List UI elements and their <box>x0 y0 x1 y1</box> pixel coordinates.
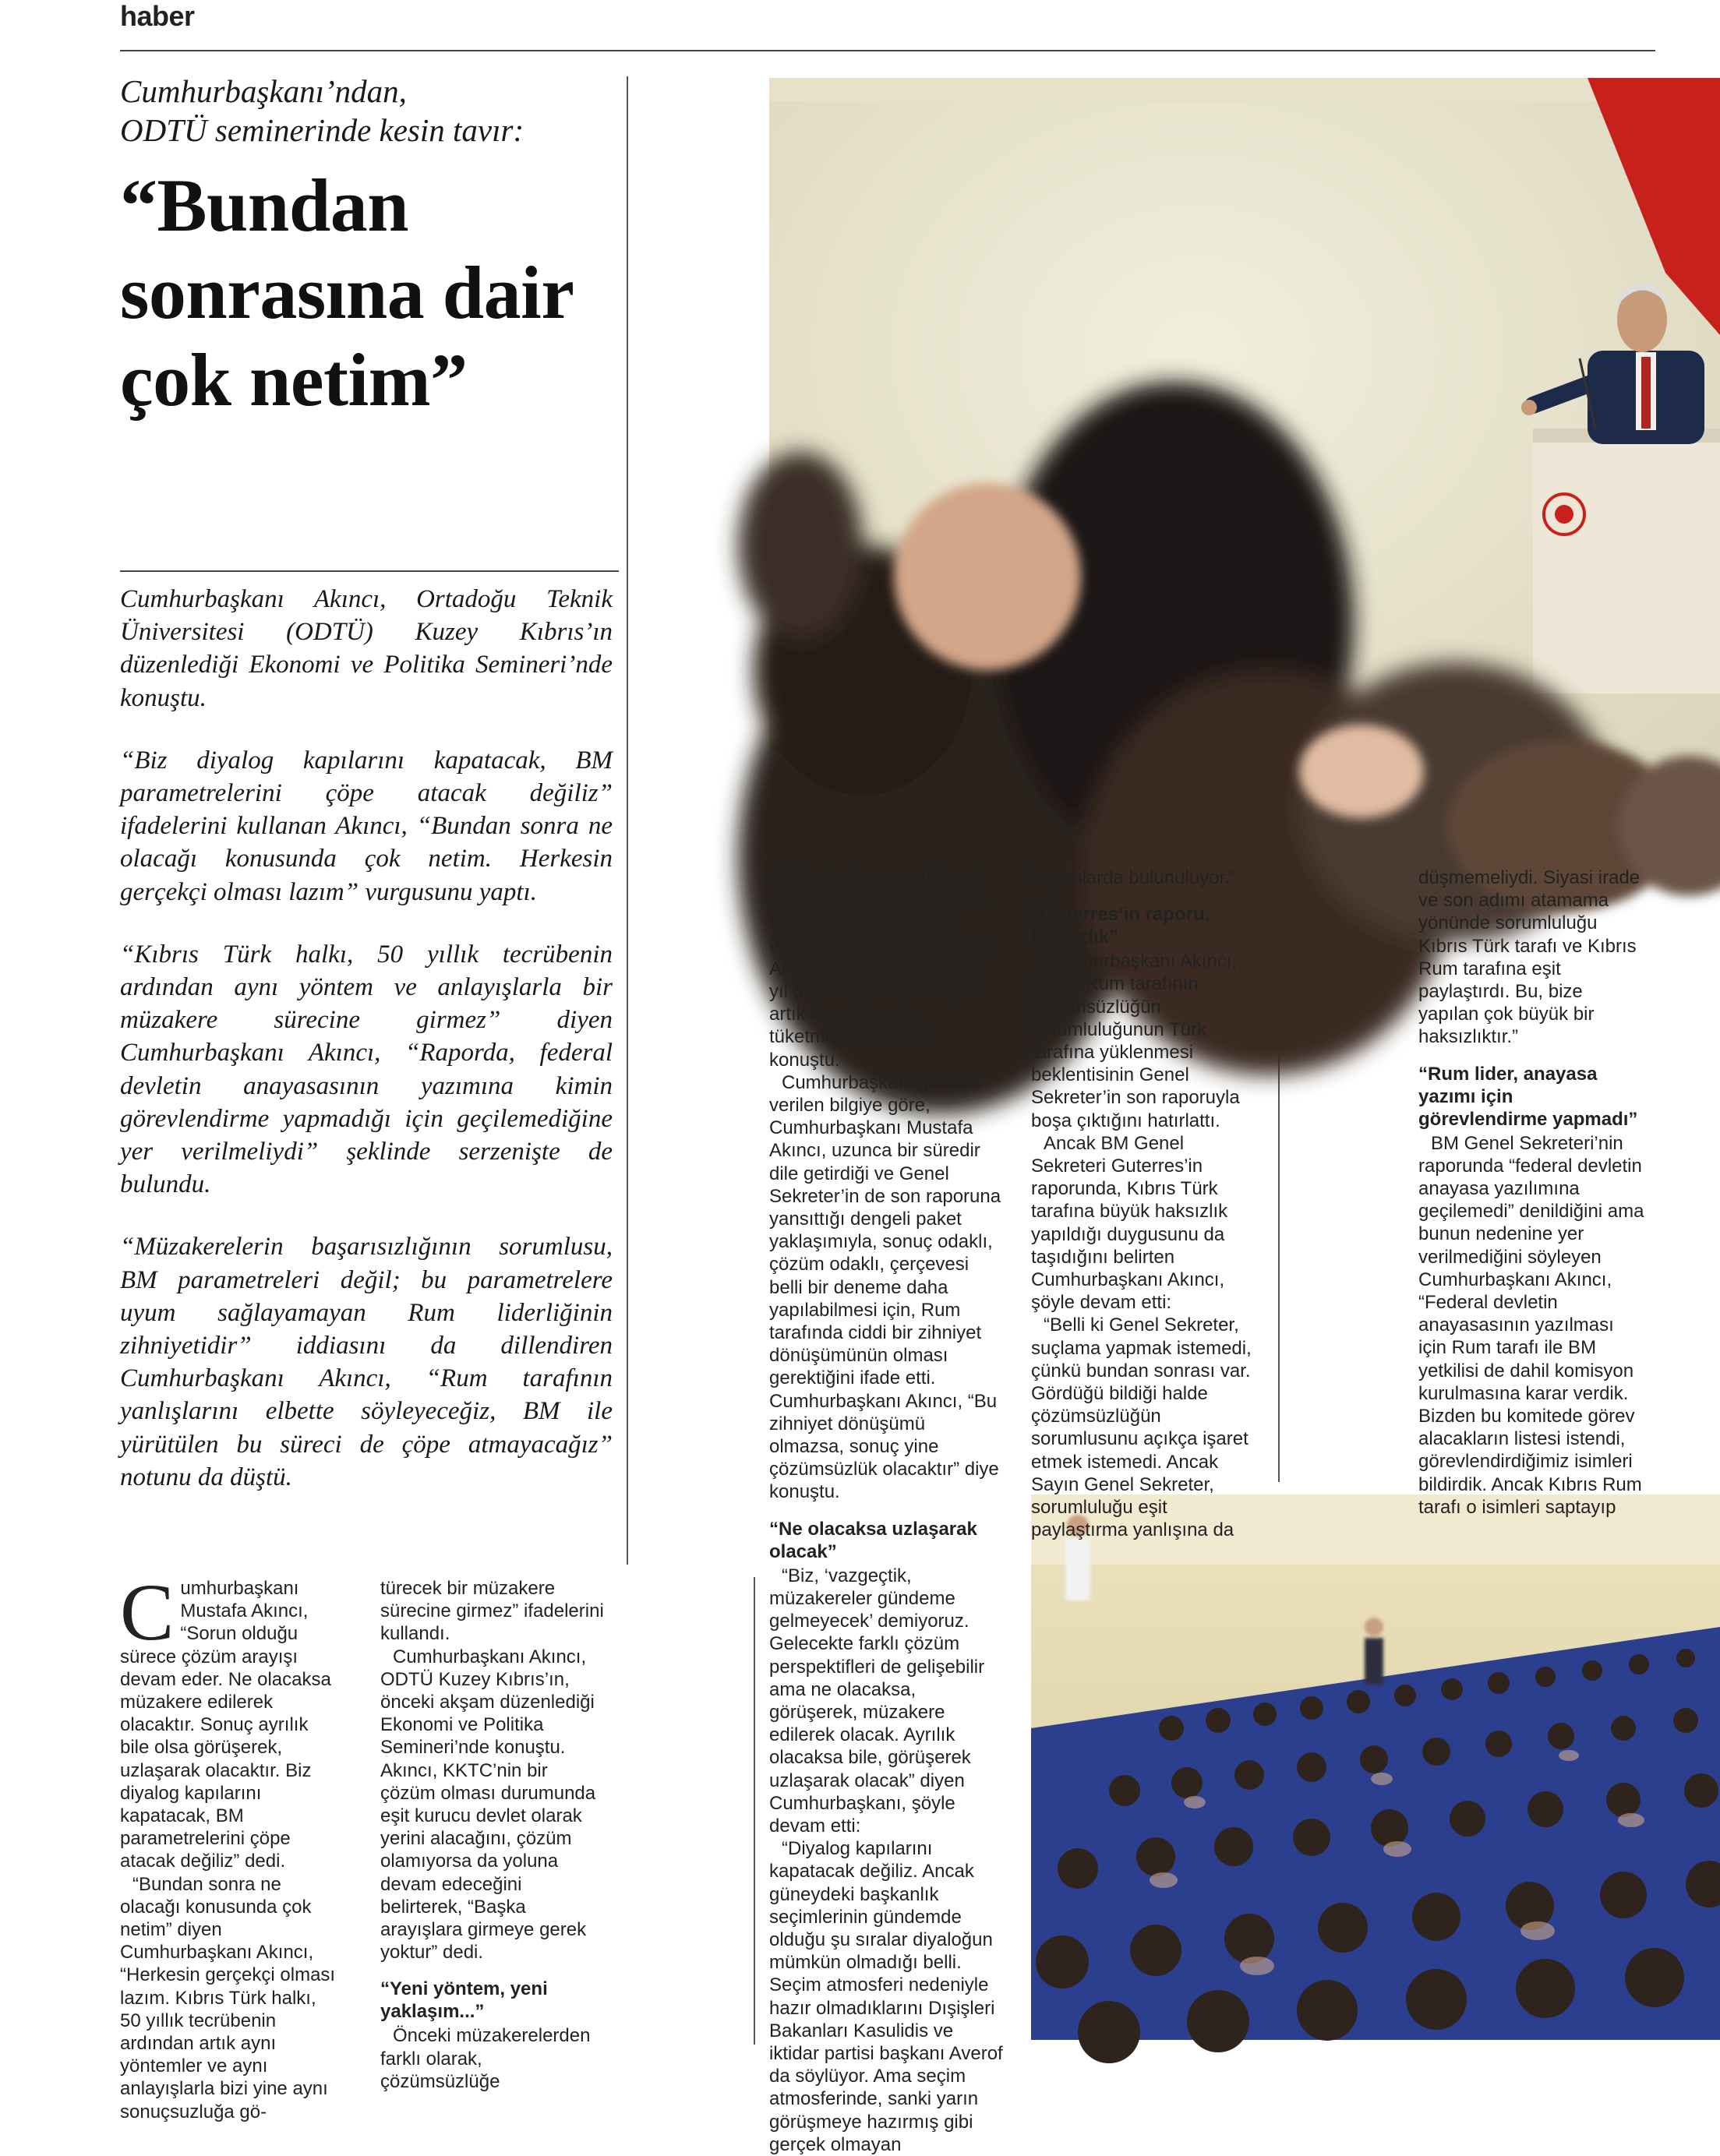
headline-line: çok netim” <box>120 338 468 422</box>
intro-rule <box>120 570 619 572</box>
headline <box>120 162 634 424</box>
intro-paragraph: “Müzakerelerin başarısızlığının sorumlusu, BM parametreleri değil; bu parametrelere uyum sağlayamayan Rum liderliğinin zihniyetidir” iddiasını da dillendiren Cumhurbaşkanı Akıncı, “Rum tarafının yanlışlarını elbette söyleyeceğiz, BM ile yürütülen bu süreci de çöpe atmayacağız” notunu da düştü. <box>120 1233 613 1491</box>
audience-photo <box>1031 1494 1720 2040</box>
article-paragraph: düşmemeliydi. Siyasi irade ve son adımı atamama yönünde sorumluluğu Kıbrıs Türk tarafı ve Kıbrıs Rum tarafına eşit paylaştırdı. Bu, bize yapılan çok büyük bir haksızlıktır.” <box>1418 867 1641 1048</box>
column-rule <box>754 1577 755 2045</box>
speaker-photo-illustration <box>769 78 1720 857</box>
intro-paragraph: “Kıbrıs Türk halkı, 50 yıllık tecrübenin ardından aynı yöntem ve anlayışlarla bir müzakere sürecine girmez” diyen Cumhurbaşkanı Akıncı, “Raporda, federal devletin anayasasının yazımına kimin görevlendirme yapmadığı için geçilemediğine yer verilmeliydi” şeklinde serzenişte de bulundu. <box>120 940 613 1199</box>
article-paragraph: Ancak BM Genel Sekreteri Guterres’in raporunda, Kıbrıs Türk tarafına büyük haksızlık yapıldığı duygusunu da taşıdığını belirten Cumhurbaşkanı Akıncı, şöyle devam etti: <box>1031 1132 1228 1314</box>
article-paragraph: “Diyalog kapılarını kapatacak değiliz. Ancak güneydeki başkanlık seçimlerinin gündemde olduğu şu sıralar diyaloğun mümkün olmadığı belli. Seçim atmosferi nedeniyle hazır olmadıklarını Dışişleri Bakanları Kasulidis ve iktidar partisi başkanı Averof da söylüyor. Ama seçim atmosferinde, sanki yarın görüşmeye hazırmış gibi gerçek olmayan <box>769 1838 1003 2155</box>
article-paragraph: Önceki müzakerelerden farklı olarak, çözümsüzlüğe <box>380 2025 591 2092</box>
kicker <box>120 72 619 150</box>
kicker-line: ODTÜ seminerinde kesin tavır: <box>120 112 524 148</box>
article-paragraph: Cumhurbaşkanı Akıncı, Kıbrıs Rum tarafının çözümsüzlüğün sorumluluğunun Türk tarafına yüklenmesi beklentisinin Genel Sekreter’in son raporuyla boşa çıktığını hatırlattı. <box>1031 951 1240 1131</box>
article-subhead: “Ne olacaksa uzlaşarak olacak” <box>769 1518 977 1562</box>
article-column-1 <box>120 1568 338 2123</box>
article-subhead: “Guterres’in raporu, haksızlık” <box>1031 904 1210 948</box>
article-paragraph: “Bundan sonra ne olacağı konusunda çok netim” diyen Cumhurbaşkanı Akıncı, “Herkesin gerçekçi olması lazım. Kıbrıs Türk halkı, 50 yıllık tecrübenin ardından artık aynı yöntemler ve aynı anlayışlarla bizi yine aynı sonuçsuzluğa gö- <box>120 1873 336 2122</box>
article-column-4 <box>1031 866 1257 1541</box>
headline-line: “Bundan <box>120 164 409 247</box>
article-paragraph: değil; çözüme varabilmek için artık en başta yöntemi değiştirmek gerektiğini vurgulayan Cumhurbaşkanı Akıncı, “Böyle ucu açık 50 yıl daha sürsün yaklaşımı artık kendi kendini tüketmiştir” şeklinde konuştu. <box>769 867 998 1071</box>
kicker-line: Cumhurbaşkanı’ndan, <box>120 73 407 109</box>
article-paragraph: Cumhurbaşkanlığı’ndan verilen bilgiye göre, Cumhurbaşkanı Mustafa Akıncı, uzunca bir süredir dile getirdiği ve Genel Sekreter’in de son raporuna yansıttığı dengeli paket yaklaşımıyla, sonuç odaklı, çözüm odaklı, çerçevesi belli bir deneme daha yapılabilmesi için, Rum tarafında ciddi bir zihniyet dönüşümünün olması gerektiğini ifade etti. Cumhurbaşkanı Akıncı, “Bu zihniyet dönüşümü olmazsa, sonuç yine çözümsüzlük olacaktır” diye konuştu. <box>769 1071 1001 1503</box>
speaker-photo <box>769 78 1720 857</box>
article-column-3 <box>769 866 1003 2156</box>
article-column-5 <box>1418 866 1644 1519</box>
article-subhead: “Rum lider, anayasa yazımı için görevlendirme yapmadı” <box>1418 1063 1638 1130</box>
article-paragraph: “Biz, ‘vazgeçtik, müzakereler gündeme gelmeyecek’ demiyoruz. Gelecekte farklı çözüm perspektifleri de gelişebilir ama ne olacaksa, görüşerek, müzakere edilerek olacak. Ayrılık olacaksa bile, görüşerek uzlaşarak olacak” diyen Cumhurbaşkanı, şöyle devam etti: <box>769 1565 985 1837</box>
audience-photo-illustration <box>1031 1494 1720 2040</box>
article-paragraph: umhurbaşkanı Mustafa Akıncı, “Sorun olduğu sürece çözüm arayışı devam eder. Ne olacaksa müzakere edilerek olacaktır. Sonuç ayrılık bile olsa görüşerek, uzlaşarak olacaktır. Biz diyalog kapılarını kapatacak, BM parametrelerini çöpe atacak değiliz” dedi. <box>120 1578 331 1872</box>
article-paragraph: beyanlarda bulunuluyor.” <box>1031 867 1236 888</box>
headline-line: sonrasına dair <box>120 251 574 334</box>
article-paragraph: BM Genel Sekreteri’nin raporunda “federal devletin anayasa yazılımına geçilemedi” denildiğini ama bunun nedenine yer verilmediğini söyleyen Cumhurbaşkanı Akıncı, “Federal devletin anayasasının yazılması için Rum tarafı ile BM yetkilisi de dahil komisyon kurulmasına karar verdik. Bizden bu komitede görev alacakların listesi istendi, görevlendirdiğimiz isimleri bildirdik. Ancak Kıbrıs Rum tarafı o isimleri saptayıp <box>1418 1132 1644 1518</box>
top-rule <box>120 50 1655 51</box>
section-label: haber <box>120 0 195 32</box>
intro-paragraph: “Biz diyalog kapılarını kapatacak, BM parametrelerini çöpe atacak değiliz” ifadelerini kullanan Akıncı, “Bundan sonra ne olacağı konusunda çok netim. Herkesin gerçekçi olması lazım” vurgusunu yaptı. <box>120 746 613 906</box>
article-subhead: “Yeni yöntem, yeni yaklaşım...” <box>380 1978 548 2023</box>
intro-text <box>120 583 613 1523</box>
article-column-2 <box>380 1577 606 2093</box>
drop-cap: C <box>120 1568 175 1657</box>
article-paragraph: Cumhurbaşkanı Akıncı, ODTÜ Kuzey Kıbrıs’ın, önceki akşam düzenlediği Ekonomi ve Politika Semineri’nde konuştu. Akıncı, KKTC’nin bir çözüm olması durumunda eşit kurucu devlet olarak yerini alacağını, çözüm olamıyorsa da yoluna devam edeceğini belirterek, “Başka arayışlara girmeye gerek yoktur” dedi. <box>380 1646 596 1964</box>
intro-paragraph: Cumhurbaşkanı Akıncı, Ortadoğu Teknik Üniversitesi (ODTÜ) Kuzey Kıbrıs’ın düzenlediği Ekonomi ve Politika Semineri’nde konuştu. <box>120 585 613 712</box>
article-paragraph: “Belli ki Genel Sekreter, suçlama yapmak istemedi, çünkü bundan sonrası var. Gördüğü bildiği halde çözümsüzlüğün sorumlusunu açıkça işaret etmek istemedi. Ancak Sayın Genel Sekreter, sorumluluğu eşit paylaştırma yanlışına da <box>1031 1314 1252 1541</box>
article-paragraph: türecek bir müzakere sürecine girmez” ifadelerini kullandı. <box>380 1578 604 1645</box>
